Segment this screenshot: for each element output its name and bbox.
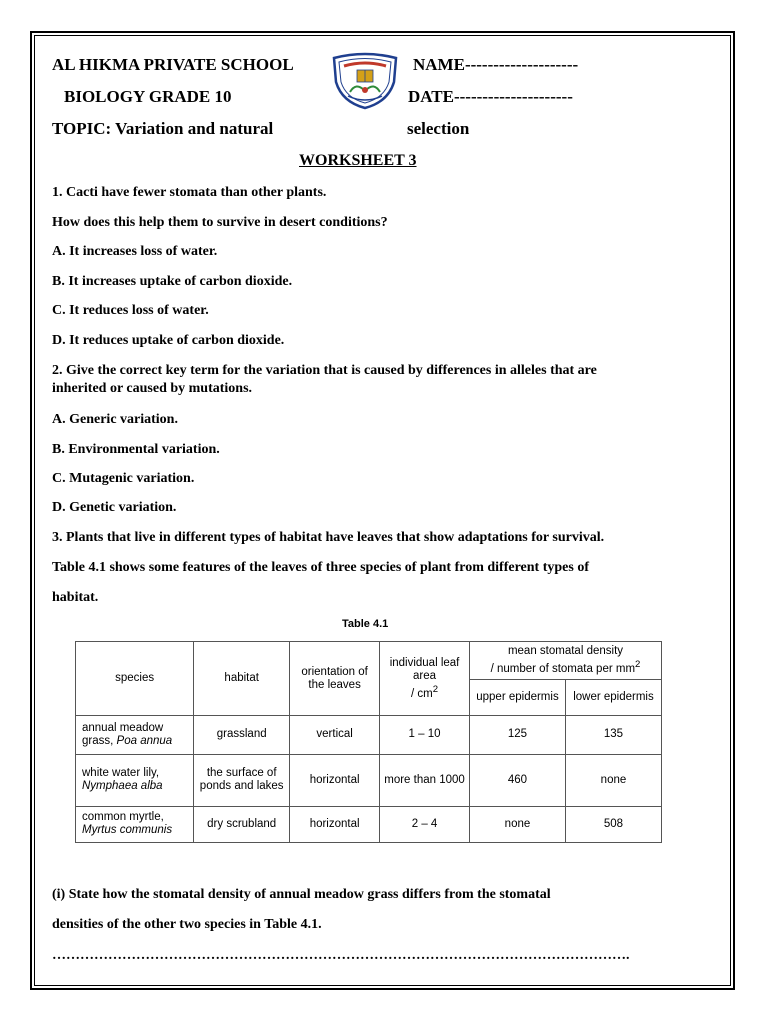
q1-option-d: D. It reduces uptake of carbon dioxide.: [52, 333, 285, 348]
species-cell: [76, 806, 194, 842]
header-species: species: [76, 642, 194, 716]
q1-stem: 1. Cacti have fewer stomata than other plants.: [52, 185, 327, 200]
upper-cell: none: [469, 806, 565, 842]
q3i-line-1: (i) State how the stomatal density of annual meadow grass differs from the stomatal: [52, 887, 551, 902]
header-leaf-area-sup: 2: [432, 683, 439, 695]
leaf-features-table: [75, 641, 662, 843]
q3-line-2: Table 4.1 shows some features of the leaves of three species of plant from different types of: [52, 560, 589, 575]
table-row: [76, 716, 662, 754]
q1-question: How does this help them to survive in desert conditions?: [52, 215, 388, 230]
q2-option-b: B. Environmental variation.: [52, 442, 220, 457]
header-lower-epidermis: lower epidermis: [565, 680, 661, 716]
header-density-unit: / number of stomata per mm: [490, 663, 636, 675]
species-common: common myrtle,: [82, 811, 164, 824]
species-latin: Nymphaea alba: [82, 780, 163, 793]
header-orientation: orientation of the leaves: [290, 642, 380, 716]
habitat-cell: dry scrubland: [194, 806, 290, 842]
header-stomatal-density: [469, 642, 661, 680]
species-common: annual meadow grass,: [82, 721, 164, 747]
table-row: [76, 806, 662, 842]
species-cell: [76, 716, 194, 754]
school-crest-icon: [328, 52, 402, 110]
header-density-label: mean stomatal density: [507, 645, 624, 658]
header-leaf-area: [380, 642, 470, 716]
orientation-cell: vertical: [290, 716, 380, 754]
orientation-cell: horizontal: [290, 806, 380, 842]
upper-cell: 125: [469, 716, 565, 754]
area-cell: 2 – 4: [380, 806, 470, 842]
species-cell: [76, 754, 194, 806]
lower-cell: 508: [565, 806, 661, 842]
header-leaf-area-unit: / cm: [411, 687, 433, 700]
answer-line[interactable]: …………………………………………………………………………………………………………….: [52, 948, 630, 963]
header-density-sup: 2: [635, 659, 641, 671]
area-cell: more than 1000: [380, 754, 470, 806]
header-habitat: habitat: [194, 642, 290, 716]
header-leaf-area-label: individual leaf area: [389, 656, 460, 682]
school-name: AL HIKMA PRIVATE SCHOOL: [52, 55, 294, 74]
topic-left: TOPIC: Variation and natural: [52, 119, 274, 138]
q1-option-a: A. It increases loss of water.: [52, 244, 218, 259]
name-field: NAME--------------------: [413, 55, 579, 74]
q2-option-c: C. Mutagenic variation.: [52, 471, 195, 486]
subject-grade: BIOLOGY GRADE 10: [64, 87, 232, 106]
q1-option-b: B. It increases uptake of carbon dioxide.: [52, 274, 293, 289]
habitat-cell: grassland: [194, 716, 290, 754]
q2-option-d: D. Genetic variation.: [52, 500, 177, 515]
q1-option-c: C. It reduces loss of water.: [52, 303, 209, 318]
q3i-line-2: densities of the other two species in Table 4.1.: [52, 917, 322, 932]
q3-line-3: habitat.: [52, 590, 99, 605]
table-row: [76, 754, 662, 806]
topic-right: selection: [407, 119, 470, 138]
lower-cell: none: [565, 754, 661, 806]
q2-stem: 2. Give the correct key term for the variation that is caused by differences in alleles that are inherited or caused by mutations.: [52, 363, 597, 396]
orientation-cell: horizontal: [290, 754, 380, 806]
upper-cell: 460: [469, 754, 565, 806]
q3-line-1: 3. Plants that live in different types of habitat have leaves that show adaptations for survival.: [52, 530, 605, 545]
species-common: white water lily,: [82, 767, 160, 780]
worksheet-title: WORKSHEET 3: [299, 152, 417, 169]
habitat-cell: the surface of ponds and lakes: [194, 754, 290, 806]
table-caption: Table 4.1: [342, 618, 389, 630]
lower-cell: 135: [565, 716, 661, 754]
header-upper-epidermis: upper epidermis: [469, 680, 565, 716]
area-cell: 1 – 10: [380, 716, 470, 754]
species-latin: Poa annua: [116, 734, 173, 747]
date-field: DATE---------------------: [408, 87, 573, 106]
q2-option-a: A. Generic variation.: [52, 412, 178, 427]
species-latin: Myrtus communis: [82, 824, 173, 837]
